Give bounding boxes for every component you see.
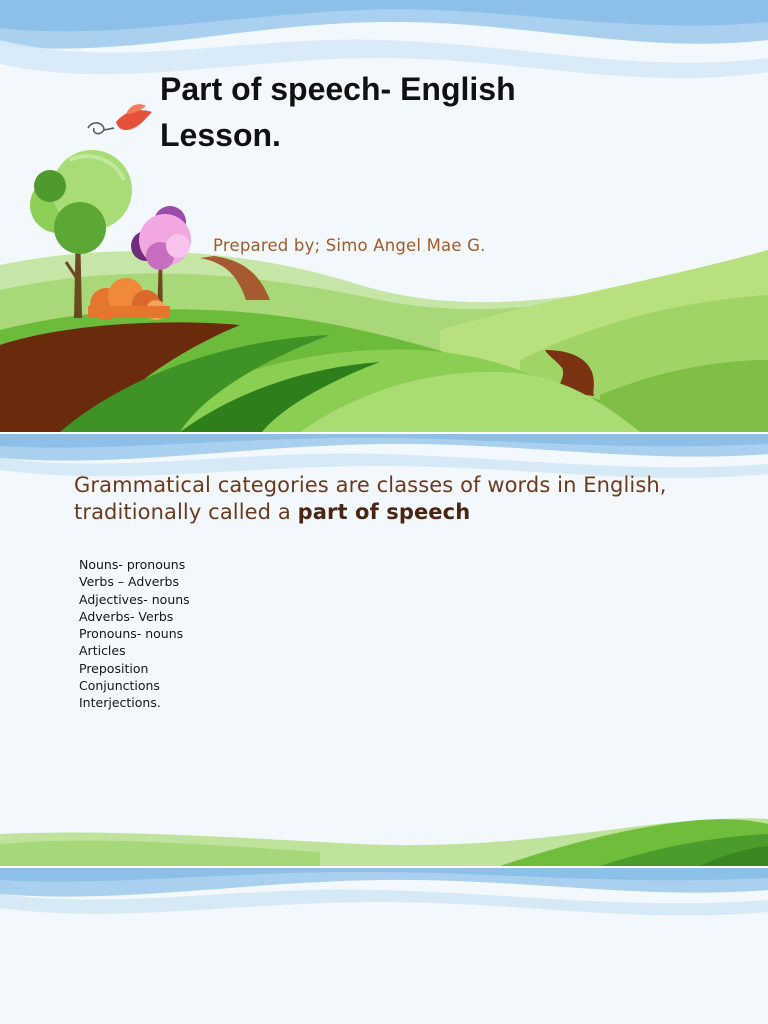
bird-icon xyxy=(88,104,152,134)
list-item: Adjectives- nouns xyxy=(79,591,190,607)
list-item: Nouns- pronouns xyxy=(79,557,186,572)
slide-subtitle: Prepared by; Simo Angel Mae G. xyxy=(213,236,486,255)
content-slide xyxy=(0,434,768,866)
list-item: Verbs – Adverbs xyxy=(79,574,179,590)
list-item: Pronouns- nouns xyxy=(79,626,184,642)
list-item: Adverbs- Verbs xyxy=(79,608,174,624)
parts-of-speech-list xyxy=(79,556,190,712)
list-item: Interjections. xyxy=(79,695,161,711)
slide-background xyxy=(0,868,768,1024)
list-item: Preposition xyxy=(79,660,149,676)
lead-paragraph xyxy=(74,472,714,526)
list-item: Articles xyxy=(79,643,126,659)
title-slide xyxy=(0,0,768,432)
title-line-2: Lesson. xyxy=(160,117,281,153)
list-item: Conjunctions xyxy=(79,678,160,694)
landscape-illustration xyxy=(0,0,768,432)
lead-text: Grammatical categories are classes of words in English, traditionally called a xyxy=(74,473,667,524)
title-line-1: Part of speech- English xyxy=(160,71,516,107)
slide-title xyxy=(160,66,720,158)
lead-emphasis: part of speech xyxy=(297,500,471,524)
partial-slide xyxy=(0,868,768,1024)
